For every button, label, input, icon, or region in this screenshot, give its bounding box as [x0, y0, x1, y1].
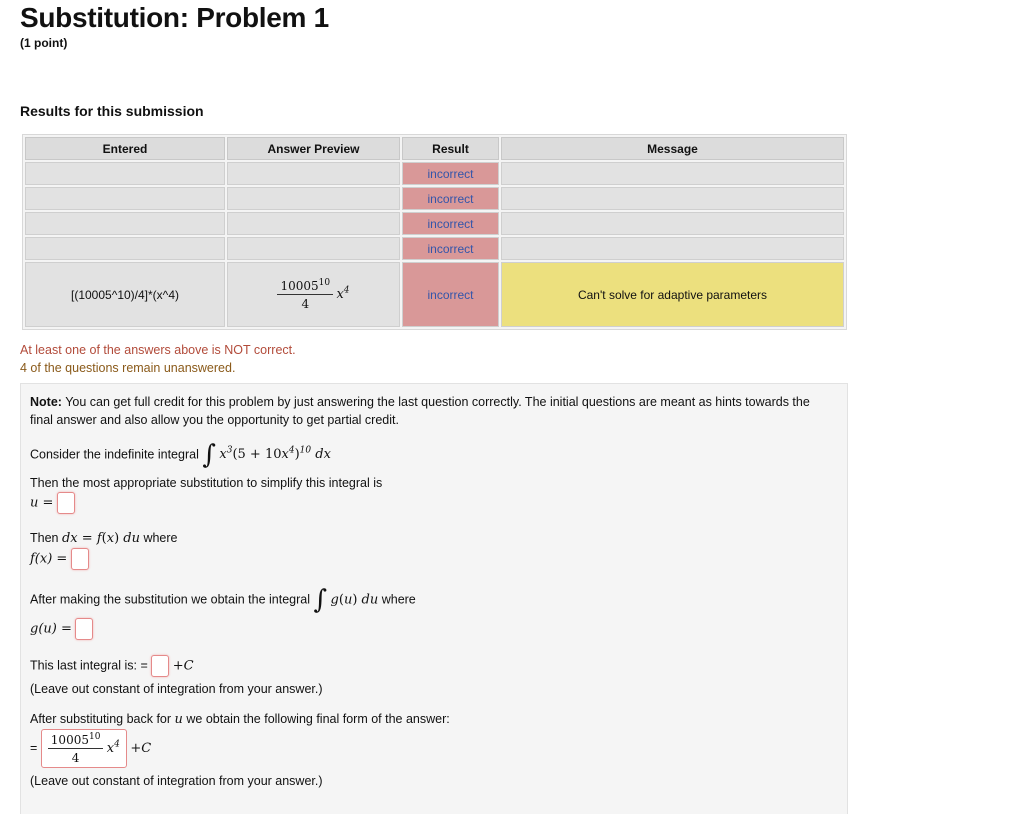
table-row: [25, 237, 844, 260]
consider-line: Consider the indefinite integral ∫ $x^3(5 + 10x^4)^{10}$ dx: [30, 440, 331, 470]
note-label: Note:: [30, 395, 62, 409]
points-label: (1 point): [20, 36, 68, 50]
final-denominator: 4: [71, 751, 80, 765]
fx-label: f(x) =: [30, 551, 68, 567]
message-cell: [501, 162, 844, 185]
results-heading: Results for this submission: [20, 103, 204, 119]
status-incorrect: At least one of the answers above is NOT correct.: [20, 343, 296, 357]
final-fraction: [48, 732, 104, 765]
preview-numerator: 10005: [280, 279, 319, 293]
preview-variable-exponent: 4: [343, 285, 350, 296]
where-text-2: where: [381, 592, 416, 607]
last-integral-text: This last integral is: =: [30, 658, 148, 673]
leave-out-note-2: (Leave out constant of integration from your answer.): [30, 774, 323, 788]
final-numerator: 10005: [50, 733, 89, 747]
table-row: [25, 162, 844, 185]
table-row: [25, 187, 844, 210]
plus-c: +C: [172, 658, 194, 674]
u-input[interactable]: [57, 492, 75, 514]
fx-input[interactable]: [71, 548, 89, 570]
integrand-variable: x: [219, 447, 227, 463]
integral-sign: ∫: [202, 440, 216, 470]
col-entered: Entered: [25, 137, 225, 160]
table-row: [25, 212, 844, 235]
result-cell: incorrect: [402, 237, 499, 260]
final-variable: x: [106, 740, 115, 756]
gu-answer-row: [30, 618, 93, 640]
after-sub-text: After making the substitution we obtain the integral: [30, 592, 311, 607]
preview-denominator: 4: [301, 297, 310, 311]
results-table: [22, 134, 847, 330]
after-back-text-2: we obtain the following final form of the answer:: [186, 712, 450, 726]
results-header-row: [25, 137, 844, 160]
col-answer-preview: Answer Preview: [227, 137, 400, 160]
message-cell: [501, 237, 844, 260]
status-unanswered: 4 of the questions remain unanswered.: [20, 361, 236, 375]
message-cell: [501, 212, 844, 235]
preview-cell: [227, 262, 400, 327]
preview-exponent: 10: [318, 278, 331, 288]
leave-out-note: (Leave out constant of integration from your answer.): [30, 682, 323, 696]
result-cell: incorrect: [402, 262, 499, 327]
entered-cell: [25, 162, 225, 185]
entered-cell: [(10005^10)/4]*(x^4): [25, 262, 225, 327]
problem-body: [20, 383, 848, 814]
preview-cell: [227, 187, 400, 210]
entered-cell: [25, 212, 225, 235]
equals-sign: =: [30, 740, 38, 755]
after-back-line: After substituting back for u we obtain the following final form of the answer:: [30, 712, 450, 727]
plus-c-final: +C: [130, 740, 152, 756]
entered-cell: [25, 237, 225, 260]
col-result: Result: [402, 137, 499, 160]
col-message: Message: [501, 137, 844, 160]
submission-status: [20, 341, 296, 377]
after-substitution-line: After making the substitution we obtain the integral ∫ g(u) du where: [30, 585, 416, 615]
preview-cell: [227, 237, 400, 260]
substitution-prompt: Then the most appropriate substitution to simplify this integral is: [30, 476, 383, 490]
page-title: Substitution: Problem 1: [20, 2, 329, 33]
entered-cell: [25, 187, 225, 210]
final-exponent: 10: [88, 732, 101, 742]
message-cell: [501, 187, 844, 210]
final-variable-exponent: 4: [114, 739, 120, 750]
result-cell: incorrect: [402, 212, 499, 235]
preview-variable: x: [336, 286, 344, 302]
last-integral-input[interactable]: [151, 655, 169, 677]
u-answer-row: [30, 492, 75, 514]
message-cell: Can't solve for adaptive parameters: [501, 262, 844, 327]
table-row: [25, 262, 844, 327]
gu-input[interactable]: [75, 618, 93, 640]
final-answer-input[interactable]: [41, 729, 127, 768]
consider-text: Consider the indefinite integral: [30, 447, 199, 462]
u-label: u =: [30, 495, 54, 511]
note-text-2: final answer and also allow you the opportunity to get partial credit.: [30, 413, 399, 427]
integral-sign: ∫: [313, 585, 328, 615]
preview-cell: [227, 212, 400, 235]
preview-fraction: [277, 278, 333, 311]
last-integral-row: [30, 655, 194, 677]
preview-cell: [227, 162, 400, 185]
dx-line: Then dx = f(x) du where: [30, 531, 178, 546]
then-text: Then: [30, 531, 59, 545]
fx-answer-row: [30, 548, 89, 570]
result-cell: incorrect: [402, 162, 499, 185]
result-cell: incorrect: [402, 187, 499, 210]
note-text: You can get full credit for this problem by just answering the last question correctly. The initial questions are meant as hints towards the: [61, 395, 810, 409]
where-text: where: [143, 531, 178, 545]
gu-label: g(u) =: [30, 621, 72, 637]
final-answer-row: [30, 729, 151, 768]
note-paragraph: [30, 393, 830, 429]
after-back-text: After substituting back for: [30, 712, 172, 726]
